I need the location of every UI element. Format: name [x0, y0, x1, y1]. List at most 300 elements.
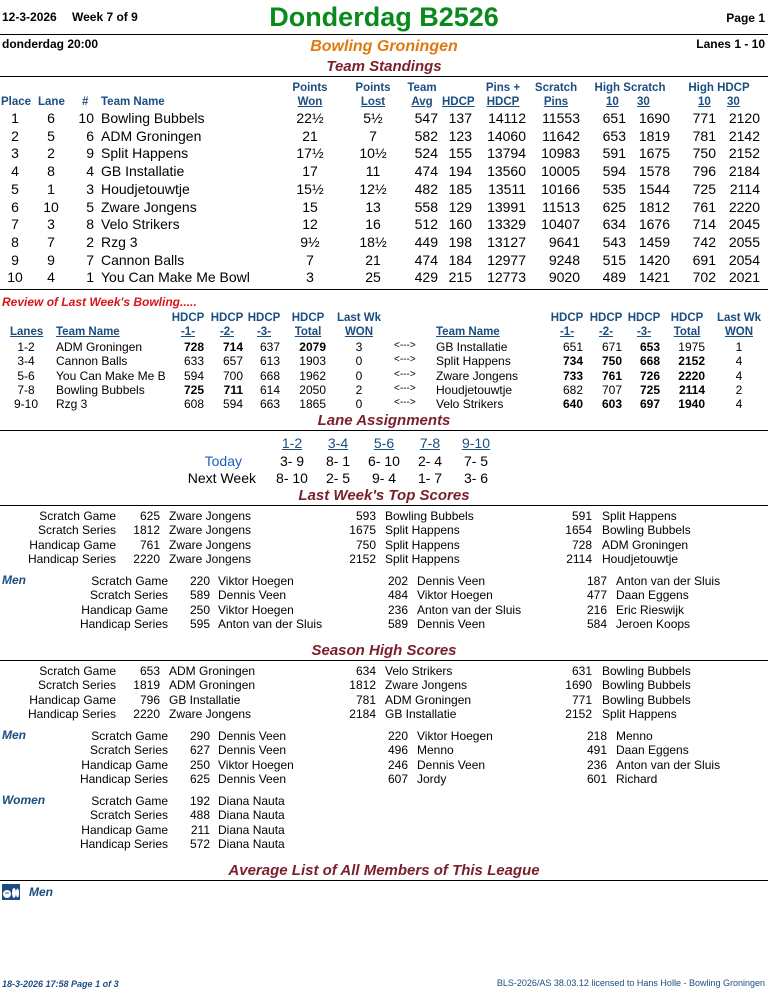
standings-team-avg: 512: [414, 216, 438, 233]
score-name: Zware Jongens: [169, 509, 252, 523]
review-right-game-2: 671: [601, 340, 622, 354]
versus-arrow: <--->: [394, 382, 416, 394]
score-name: Dennis Veen: [417, 574, 486, 588]
standings-high-hdcp-30: 2152: [728, 145, 760, 162]
standings-team-avg: 482: [414, 180, 438, 197]
standings-high-hdcp-10: 796: [692, 163, 716, 180]
review-right-total: 1940: [678, 397, 705, 412]
review-left-team: Rzg 3: [56, 397, 88, 412]
score-value: 653: [139, 664, 160, 678]
standings-scratch-pins: 11513: [542, 198, 580, 215]
standings-high-scratch-10: 591: [602, 145, 626, 162]
standings-team-avg: 474: [414, 251, 438, 268]
score-value: 216: [586, 602, 607, 617]
review-right-game-1: 733: [562, 368, 583, 383]
standings-high-scratch-10: 653: [602, 127, 626, 144]
score-value: 246: [387, 757, 408, 772]
standings-high-scratch-10: 594: [602, 163, 626, 180]
score-name: Dennis Veen: [218, 743, 287, 758]
review-left-game-2: 711: [223, 382, 243, 397]
score-name: Zware Jongens: [169, 707, 252, 722]
review-left-team: You Can Make Me B: [56, 368, 166, 383]
review-left-game-3: 663: [259, 397, 280, 412]
standings-high-scratch-30: 1420: [638, 251, 670, 268]
average-men-label: Men: [29, 885, 53, 899]
standings-high-scratch-10: 489: [602, 269, 626, 286]
standings-high-scratch-30: 1459: [638, 233, 670, 250]
standings-scratch-pins: 9248: [548, 251, 580, 268]
standings-place: 4: [11, 163, 19, 180]
standings-high-scratch-10: 625: [602, 198, 626, 215]
standings-high-scratch-30: 1578: [638, 163, 670, 180]
score-category: Handicap Series: [27, 707, 116, 722]
score-value: 584: [586, 617, 607, 632]
standings-scratch-pins: 10166: [541, 180, 580, 197]
score-name: Viktor Hoegen: [218, 757, 294, 772]
rev-col-g3: HDCP -3-: [247, 312, 281, 338]
page-number: Page 1: [726, 11, 765, 25]
season-men-label: Men: [2, 728, 26, 742]
standings-team-avg: 524: [414, 145, 438, 162]
review-left-game-3: 668: [259, 368, 280, 383]
rev-col-won-right: Last Wk WON: [716, 312, 762, 338]
divider: [0, 34, 768, 35]
col-hs-10: 10: [606, 96, 619, 108]
score-name: Zware Jongens: [169, 552, 252, 567]
review-right-won: 4: [735, 368, 743, 383]
review-left-game-1: 633: [183, 354, 204, 369]
standings-high-scratch-10: 535: [602, 180, 626, 197]
today-label: Today: [204, 453, 242, 469]
score-name: Anton van der Sluis: [616, 574, 721, 588]
score-name: Bowling Bubbels: [602, 678, 691, 693]
review-left-game-2: 714: [222, 340, 243, 354]
lane-today-pair: 7- 5: [463, 453, 489, 469]
review-left-game-2: 657: [222, 354, 243, 369]
standings-high-hdcp-10: 725: [692, 180, 716, 197]
standings-team-name: Rzg 3: [101, 233, 138, 250]
review-left-total: 1962: [299, 368, 326, 383]
section-title-standings: Team Standings: [326, 58, 442, 75]
review-right-team: Zware Jongens: [436, 368, 519, 383]
score-value: 601: [586, 772, 607, 787]
standings-scratch-pins: 10983: [541, 145, 580, 162]
lane-pair-header: 9-10: [461, 435, 491, 451]
standings-points-won: 17: [302, 163, 318, 180]
review-left-game-3: 637: [259, 340, 280, 354]
col-high-hdcp: High HDCP: [688, 82, 750, 94]
divider: [0, 76, 768, 77]
standings-hdcp: 194: [448, 163, 472, 180]
score-category: Handicap Game: [81, 602, 168, 617]
standings-pins-hdcp: 13991: [487, 198, 526, 215]
score-name: Split Happens: [385, 523, 460, 538]
review-right-team: Houdjetouwtje: [436, 382, 513, 397]
standings-pins-hdcp: 12773: [487, 269, 526, 286]
standings-lane: 8: [47, 163, 55, 180]
lane-next-pair: 1- 7: [417, 470, 443, 486]
score-value: 631: [571, 664, 592, 678]
score-value: 236: [586, 757, 607, 772]
rev-col-g1-right: HDCP -1-: [550, 312, 584, 338]
rev-col-g3-right: HDCP -3-: [627, 312, 661, 338]
score-name: Jordy: [417, 772, 447, 787]
rev-col-team-right: Team Name: [436, 326, 500, 338]
day-time: donderdag 20:00: [2, 37, 99, 51]
score-category: Handicap Series: [27, 552, 116, 567]
standings-hdcp: 198: [448, 233, 472, 250]
score-name: Dennis Veen: [218, 588, 287, 603]
score-category: Scratch Game: [39, 509, 116, 523]
week-indicator: Week 7 of 9: [72, 10, 138, 24]
standings-place: 2: [11, 127, 19, 144]
standings-team-name: Zware Jongens: [101, 198, 197, 215]
review-right-game-2: 707: [601, 382, 622, 397]
score-name: Dennis Veen: [218, 772, 287, 787]
standings-place: 5: [11, 180, 19, 197]
standings-high-scratch-10: 515: [602, 251, 626, 268]
review-left-game-1: 594: [183, 368, 204, 383]
bowling-center: Bowling Groningen: [310, 38, 458, 55]
review-right-game-3: 668: [639, 354, 660, 369]
score-name: Menno: [616, 729, 653, 743]
score-value: 796: [139, 692, 160, 707]
score-value: 484: [387, 588, 408, 603]
score-value: 1819: [133, 678, 160, 693]
standings-pins-hdcp: 12977: [487, 251, 526, 268]
standings-team-name: Split Happens: [101, 145, 189, 162]
standings-pins-hdcp: 13511: [488, 180, 526, 197]
score-name: Viktor Hoegen: [417, 588, 493, 603]
standings-team-avg: 474: [414, 163, 438, 180]
score-name: Split Happens: [385, 537, 460, 552]
score-name: Daan Eggens: [616, 743, 689, 758]
score-category: Handicap Series: [79, 772, 168, 787]
standings-pins-hdcp: 13329: [487, 216, 526, 233]
standings-hdcp: 155: [448, 145, 472, 162]
score-name: Houdjetouwtje: [602, 552, 679, 567]
standings-high-hdcp-30: 2184: [728, 163, 760, 180]
standings-place: 6: [11, 198, 19, 215]
standings-pins-hdcp: 13794: [487, 145, 526, 162]
standings-high-hdcp-30: 2220: [728, 198, 760, 215]
col-hh-30: 30: [727, 96, 740, 108]
standings-lane: 2: [47, 145, 55, 162]
score-category: Scratch Game: [91, 794, 168, 808]
divider: [0, 880, 768, 881]
rev-col-g1: HDCP -1-: [171, 312, 205, 338]
review-right-team: Split Happens: [436, 354, 511, 369]
review-left-won: 0: [355, 397, 363, 412]
review-left-game-3: 613: [259, 354, 280, 369]
review-left-team: Bowling Bubbels: [56, 382, 145, 397]
score-value: 781: [355, 692, 376, 707]
score-category: Scratch Game: [39, 664, 116, 678]
review-right-total: 2220: [678, 368, 705, 383]
score-name: Bowling Bubbels: [602, 692, 691, 707]
rev-col-won: Last Wk WON: [336, 312, 382, 338]
review-right-total: 1975: [678, 340, 705, 354]
standings-hdcp: 215: [448, 269, 472, 286]
standings-scratch-pins: 9020: [548, 269, 580, 286]
score-category: Handicap Game: [81, 757, 168, 772]
standings-place: 7: [11, 216, 19, 233]
report-date: 12-3-2026: [2, 10, 57, 24]
col-hs-30: 30: [637, 96, 650, 108]
standings-high-scratch-10: 634: [602, 216, 626, 233]
score-value: 218: [586, 729, 607, 743]
review-left-won: 0: [355, 354, 363, 369]
score-value: 595: [189, 617, 210, 632]
col-place: Place: [1, 96, 32, 108]
score-value: 290: [189, 729, 210, 743]
standings-lane: 1: [47, 180, 55, 197]
score-category: Scratch Series: [37, 523, 116, 538]
standings-team-name: GB Installatie: [101, 163, 185, 180]
score-value: 607: [387, 772, 408, 787]
standings-number: 5: [86, 198, 94, 215]
score-value: 202: [387, 574, 408, 588]
lane-today-pair: 8- 1: [325, 453, 351, 469]
score-value: 236: [387, 602, 408, 617]
review-left-team: Cannon Balls: [56, 354, 128, 369]
review-left-team: ADM Groningen: [56, 340, 143, 354]
review-right-game-1: 682: [562, 382, 583, 397]
review-right-team: Velo Strikers: [436, 397, 504, 412]
standings-lane: 7: [47, 233, 55, 250]
review-right-team: GB Installatie: [436, 340, 508, 354]
col-lost: Points Lost: [355, 82, 391, 108]
score-value: 250: [189, 602, 210, 617]
standings-hdcp: 129: [448, 198, 472, 215]
standings-points-lost: 11: [365, 163, 381, 180]
lane-next-pair: 3- 6: [463, 470, 489, 486]
review-lanes: 5-6: [17, 368, 35, 383]
col-pins-hdcp: Pins + HDCP: [485, 82, 521, 108]
review-title: Review of Last Week's Bowling.....: [2, 295, 197, 309]
score-category: Handicap Series: [79, 837, 168, 852]
standings-lane: 6: [47, 110, 55, 126]
col-high-scratch: High Scratch: [594, 82, 666, 94]
review-left-game-2: 594: [222, 397, 243, 412]
score-name: Split Happens: [385, 552, 460, 567]
score-value: 187: [586, 574, 607, 588]
divider: [0, 505, 768, 506]
last-week-men-label: Men: [2, 573, 26, 587]
score-value: 625: [139, 509, 160, 523]
score-name: Eric Rieswijk: [616, 602, 685, 617]
standings-points-lost: 10½: [359, 145, 387, 162]
score-name: ADM Groningen: [169, 664, 256, 678]
standings-team-name: Houdjetouwtje: [101, 180, 190, 197]
score-value: 1690: [565, 678, 592, 693]
review-left-total: 1865: [299, 397, 326, 412]
footer-license: BLS-2026/AS 38.03.12 licensed to Hans Holle - Bowling Groningen: [496, 978, 765, 988]
score-value: 220: [189, 574, 210, 588]
score-name: Dennis Veen: [218, 729, 287, 743]
lane-today-pair: 6- 10: [368, 453, 400, 469]
standings-team-avg: 449: [414, 233, 438, 250]
standings-pins-hdcp: 14112: [488, 110, 526, 126]
score-value: 2152: [565, 707, 592, 722]
standings-number: 10: [78, 110, 94, 126]
standings-points-lost: 12½: [359, 180, 387, 197]
section-title-lanes: Lane Assignments: [317, 412, 451, 429]
score-name: Diana Nauta: [218, 794, 285, 808]
standings-points-won: 7: [306, 251, 314, 268]
standings-place: 10: [7, 269, 23, 286]
col-won: Points Won: [292, 82, 328, 108]
review-left-won: 0: [355, 368, 363, 383]
standings-scratch-pins: 9641: [548, 233, 580, 250]
divider: [0, 289, 768, 290]
score-value: 634: [355, 664, 376, 678]
col-hh-10: 10: [698, 96, 711, 108]
review-lanes: 9-10: [13, 397, 39, 412]
standings-high-hdcp-30: 2045: [728, 216, 760, 233]
divider: [0, 430, 768, 431]
lane-pair-header: 5-6: [373, 435, 395, 451]
standings-high-scratch-30: 1812: [638, 198, 670, 215]
review-right-won: 4: [735, 354, 743, 369]
rev-col-team: Team Name: [56, 326, 120, 338]
standings-place: 8: [11, 233, 19, 250]
score-category: Handicap Game: [29, 537, 116, 552]
score-value: 728: [571, 537, 592, 552]
rev-col-g2: HDCP -2-: [210, 312, 244, 338]
review-right-game-2: 761: [601, 368, 622, 383]
versus-arrow: <--->: [394, 340, 416, 351]
review-right-won: 4: [735, 397, 743, 412]
review-right-game-3: 697: [639, 397, 660, 412]
review-left-game-1: 725: [183, 382, 204, 397]
standings-points-lost: 18½: [359, 233, 387, 250]
standings-high-hdcp-10: 781: [692, 127, 716, 144]
standings-points-lost: 13: [365, 198, 381, 215]
standings-scratch-pins: 11553: [542, 110, 580, 126]
score-name: Bowling Bubbels: [602, 523, 691, 538]
standings-high-hdcp-10: 742: [692, 233, 716, 250]
review-left-total: 2050: [299, 382, 326, 397]
standings-points-won: 15: [302, 198, 318, 215]
score-name: Anton van der Sluis: [218, 617, 323, 632]
section-title-last-week-top: Last Week's Top Scores: [298, 487, 470, 504]
score-value: 750: [355, 537, 376, 552]
score-value: 1812: [349, 678, 376, 693]
standings-scratch-pins: 10005: [541, 163, 580, 180]
score-category: Scratch Game: [91, 574, 168, 588]
standings-points-won: 17½: [296, 145, 324, 162]
review-right-total: 2114: [678, 382, 705, 397]
lane-pair-header: 3-4: [327, 435, 349, 451]
standings-points-won: 12: [302, 216, 318, 233]
score-name: Richard: [616, 772, 658, 787]
standings-high-hdcp-10: 771: [692, 110, 716, 126]
standings-scratch-pins: 11642: [542, 127, 580, 144]
score-value: 593: [355, 509, 376, 523]
versus-arrow: <--->: [394, 354, 416, 366]
review-left-game-1: 608: [183, 397, 204, 412]
standings-lane: 4: [47, 269, 55, 286]
score-value: 625: [189, 772, 210, 787]
standings-high-hdcp-30: 2055: [728, 233, 760, 250]
review-right-game-3: 653: [639, 340, 660, 354]
standings-high-hdcp-30: 2142: [728, 127, 760, 144]
score-value: 491: [586, 743, 607, 758]
score-name: Daan Eggens: [616, 588, 689, 603]
score-category: Scratch Series: [37, 678, 116, 693]
score-name: Anton van der Sluis: [417, 602, 522, 617]
season-women-label: Women: [2, 793, 46, 807]
versus-arrow: <--->: [394, 397, 416, 409]
score-name: Zware Jongens: [169, 537, 252, 552]
standings-team-avg: 582: [414, 127, 438, 144]
lane-today-pair: 2- 4: [417, 453, 443, 469]
standings-team-name: Velo Strikers: [101, 216, 180, 233]
score-name: Diana Nauta: [218, 837, 285, 852]
standings-points-won: 3: [306, 269, 314, 286]
score-value: 477: [586, 588, 607, 603]
col-hdcp: HDCP: [442, 96, 475, 108]
lane-pair-header: 1-2: [281, 435, 303, 451]
standings-high-scratch-30: 1544: [638, 180, 670, 197]
standings-team-avg: 547: [414, 110, 438, 126]
score-name: GB Installatie: [385, 707, 457, 722]
standings-high-scratch-30: 1819: [638, 127, 670, 144]
score-value: 250: [189, 757, 210, 772]
lane-next-pair: 2- 5: [325, 470, 351, 486]
standings-hdcp: 184: [448, 251, 472, 268]
standings-high-scratch-30: 1690: [638, 110, 670, 126]
section-title-season-high: Season High Scores: [311, 642, 457, 659]
standings-number: 8: [86, 216, 94, 233]
standings-high-scratch-10: 651: [602, 110, 626, 126]
standings-points-lost: 16: [365, 216, 381, 233]
score-name: Anton van der Sluis: [616, 757, 721, 772]
standings-place: 3: [11, 145, 19, 162]
score-value: 572: [189, 837, 210, 852]
score-name: Velo Strikers: [385, 664, 453, 678]
review-lanes: 3-4: [17, 354, 35, 369]
score-category: Scratch Series: [89, 808, 168, 823]
versus-arrow: <--->: [394, 368, 416, 380]
score-category: Handicap Series: [79, 617, 168, 632]
col-lane: Lane: [38, 96, 65, 108]
review-right-game-1: 640: [562, 397, 583, 412]
standings-points-lost: 25: [365, 269, 381, 286]
score-value: 2184: [349, 707, 376, 722]
score-value: 496: [387, 743, 408, 758]
score-name: Bowling Bubbels: [385, 509, 474, 523]
review-right-game-3: 725: [639, 382, 660, 397]
standings-high-scratch-30: 1676: [638, 216, 670, 233]
score-value: 2220: [133, 552, 160, 567]
score-name: Diana Nauta: [218, 808, 285, 823]
league-title: Donderdag B2526: [269, 2, 499, 32]
standings-hdcp: 160: [448, 216, 472, 233]
standings-team-name: Cannon Balls: [101, 251, 185, 268]
score-value: 192: [189, 794, 210, 808]
score-category: Scratch Game: [91, 729, 168, 743]
standings-number: 4: [86, 163, 94, 180]
score-value: 1654: [565, 523, 592, 538]
standings-high-hdcp-30: 2120: [728, 110, 760, 126]
review-lanes: 1-2: [17, 340, 35, 354]
next-week-label: Next Week: [187, 470, 256, 486]
review-right-game-1: 651: [562, 340, 583, 354]
score-name: Dennis Veen: [417, 617, 486, 632]
rev-col-lanes: Lanes: [10, 326, 44, 338]
